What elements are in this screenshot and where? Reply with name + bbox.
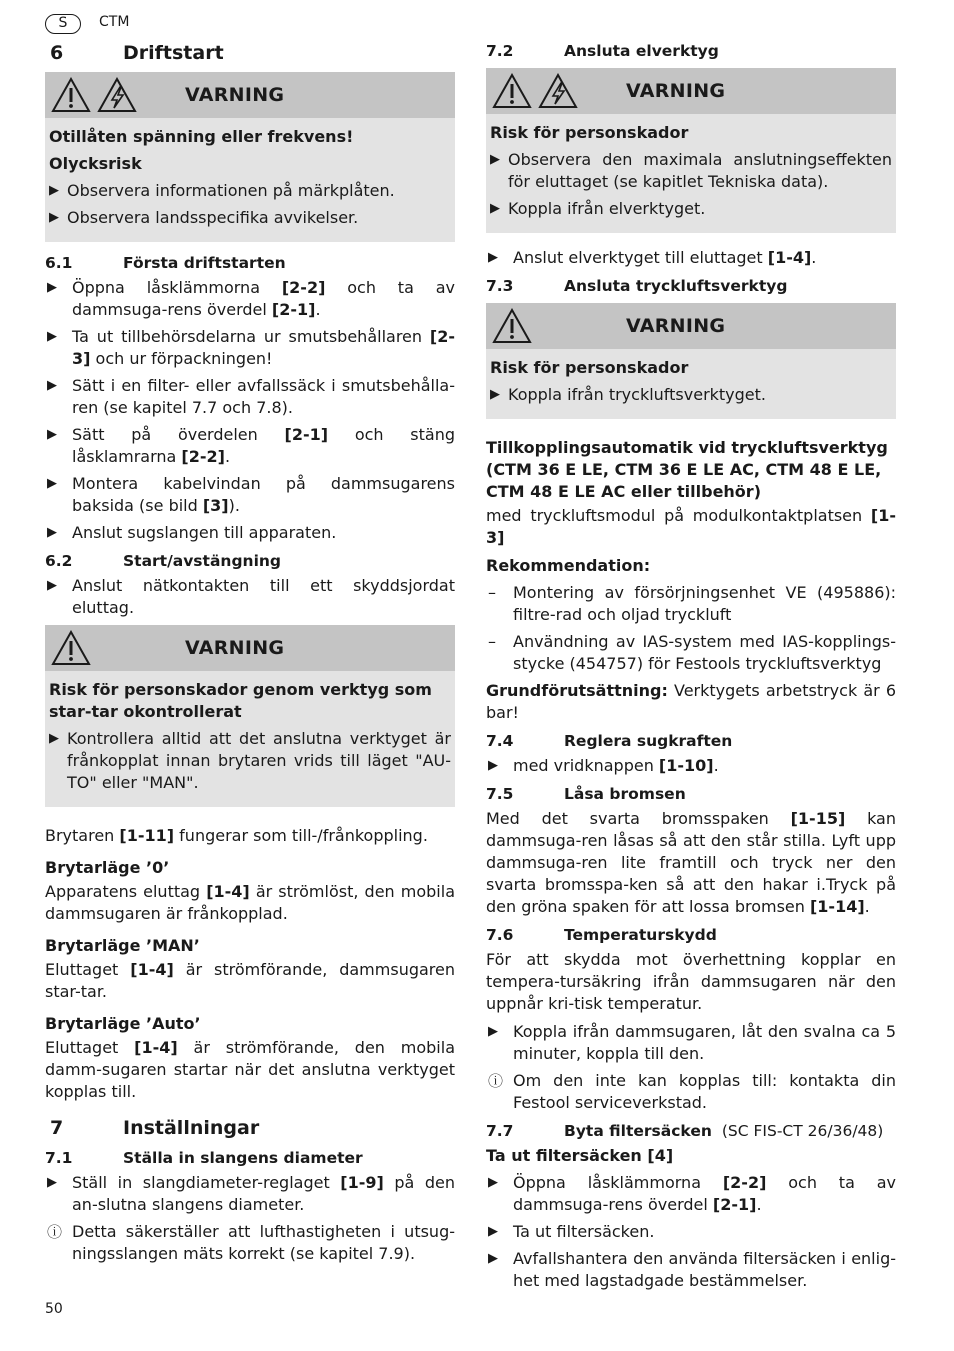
list-item: ▶ Anslut sugslangen till apparaten.	[47, 523, 337, 542]
warning-item: ▶ Observera landsspecifika avvikelser.	[49, 208, 359, 227]
warning-triangle-icon	[51, 77, 91, 113]
warning-item: ▶ Observera den maximala anslutningseffekten för eluttaget (se kapitlet Tekniska data).	[490, 150, 892, 191]
warning-title: VARNING	[185, 637, 285, 659]
section-7-3-heading: 7.3 Ansluta tryckluftsverktyg	[486, 277, 788, 295]
list-item: ▶ Anslut nätkontakten till ett skyddsjordat eluttag.	[47, 576, 455, 617]
section-6-1-heading: 6.1 Första driftstarten	[45, 254, 286, 272]
warning-item: ▶ Koppla ifrån elverktyget.	[490, 199, 706, 218]
dash-item: – Montering av försörjningsenhet VE (495886): filtre-rad och oljad tryckluft	[488, 583, 896, 624]
warning-triangle-icon	[492, 308, 532, 344]
paragraph: Apparatens eluttag [1-4] är strömlöst, den mobila dammsugaren är frånkopplad.	[45, 882, 456, 923]
section-7-2-heading: 7.2 Ansluta elverktyg	[486, 42, 719, 60]
list-item: ▶ Montera kabelvindan på dammsugarens baksida (se bild [3]).	[47, 474, 455, 515]
subheading: Tillkopplingsautomatik vid tryckluftsverktyg (CTM 36 E LE, CTM 36 E LE AC, CTM 48 E LE, CTM 48 E LE AC eller tillbehör)	[486, 438, 888, 501]
section-7-heading: 7 Inställningar	[50, 1117, 260, 1139]
warning-item: ▶ Observera informationen på märkplåten.	[49, 181, 395, 200]
dash-item: – Användning av IAS-system med IAS-kopplings-stycke (454757) för Festools tryckluftsverktyg	[488, 632, 896, 673]
list-item: ▶ Sätt på överdelen [2-1] och stäng låsklamrarna [2-2].	[47, 425, 456, 466]
warning-header	[45, 625, 455, 671]
electric-shock-icon	[97, 77, 137, 113]
warning-item: ▶ Koppla ifrån tryckluftsverktyget.	[490, 385, 767, 404]
warning-text: Risk för personskador	[490, 358, 689, 377]
section-7-1-heading: 7.1 Ställa in slangens diameter	[45, 1149, 363, 1167]
info-icon: ⓘ	[47, 1223, 63, 1241]
paragraph: Med det svarta bromsspaken [1-15] kan dammsuga-ren låsas så att den står stilla. Lyft upp dammsuga-ren lite framtill och tryck ner den svarta bromsspa-ken så att den hakar i.Tryck på den gröna spaken för att lossa bromsen [1-14].	[486, 809, 897, 916]
right-column	[486, 38, 896, 1297]
subheading: Brytarläge ’Auto’	[45, 1014, 201, 1033]
left-column	[45, 38, 455, 1270]
model-name: CTM	[99, 14, 130, 30]
warning-box-uncontrolled-start	[45, 625, 455, 807]
list-item: ▶ Öppna låsklämmorna [2-2] och ta av dammsuga-rens överdel [2-1].	[47, 278, 456, 319]
section-number: 6	[50, 42, 64, 64]
warning-title: VARNING	[626, 80, 726, 102]
section-title: Driftstart	[123, 42, 224, 64]
info-icon: ⓘ	[488, 1072, 504, 1090]
list-item: ▶ Avfallshantera den använda filtersäcken i enlig-het med lagstadgade bestämmelser.	[488, 1249, 896, 1290]
list-item: ▶ Koppla ifrån dammsugaren, låt den svalna ca 5 minuter, koppla till den.	[488, 1022, 896, 1063]
list-item: ▶ Ta ut filtersäcken.	[488, 1222, 655, 1241]
warning-header	[45, 72, 455, 118]
paragraph: Brytaren [1-11] fungerar som till-/frånkoppling.	[45, 826, 428, 845]
warning-text: Risk för personskador genom verktyg som star-tar okontrollerat	[49, 680, 432, 721]
section-7-6-heading: 7.6 Temperaturskydd	[486, 926, 717, 944]
warning-text: Olycksrisk	[49, 154, 142, 173]
electric-shock-icon	[538, 73, 578, 109]
list-item: ▶ Ställ in slangdiameter-reglaget [1-9] på den an-slutna slangens diameter.	[47, 1173, 455, 1214]
list-item: ▶ Ta ut tillbehörsdelarna ur smutsbehållaren [2-3] och ur förpackningen!	[47, 327, 455, 368]
warning-box-voltage	[45, 72, 455, 242]
section-7-4-heading: 7.4 Reglera sugkraften	[486, 732, 733, 750]
warning-header	[486, 303, 896, 349]
language-badge: S	[45, 14, 81, 34]
warning-item: ▶ Kontrollera alltid att det anslutna verktyget är frånkopplat innan brytaren vrids till läget "AU-TO" eller "MAN".	[49, 729, 451, 792]
paragraph: För att skydda mot överhettning kopplar en tempera-tursäkring ifrån dammsugaren när den uppnår kri-tisk temperatur.	[486, 950, 896, 1013]
warning-text: Otillåten spänning eller frekvens!	[49, 127, 354, 146]
paragraph: Eluttaget [1-4] är strömförande, den mobila damm-sugaren startar när det anslutna verktyget kopplas till.	[45, 1038, 455, 1101]
section-6-heading	[45, 40, 455, 66]
section-7-7-heading: 7.7 Byta filtersäcken (SC FIS-CT 26/36/48)	[486, 1122, 884, 1140]
warning-title: VARNING	[185, 84, 285, 106]
subheading: Ta ut filtersäcken [4]	[486, 1146, 674, 1165]
subheading: Brytarläge ’0’	[45, 858, 170, 877]
list-item: ▶ Anslut elverktyget till eluttaget [1-4].	[488, 248, 817, 267]
warning-box-power-tool	[486, 68, 896, 233]
subheading: Brytarläge ’MAN’	[45, 936, 200, 955]
paragraph: Eluttaget [1-4] är strömförande, dammsugaren star-tar.	[45, 960, 456, 1001]
list-item: ▶ Sätt i en filter- eller avfallssäck i smutsbehålla-ren (se kapitel 7.7 och 7.8).	[47, 376, 455, 417]
warning-text: Risk för personskador	[490, 123, 689, 142]
warning-triangle-icon	[51, 630, 91, 666]
page-number: 50	[45, 1301, 63, 1317]
section-6-2-heading: 6.2 Start/avstängning	[45, 552, 282, 570]
warning-title: VARNING	[626, 315, 726, 337]
section-7-5-heading: 7.5 Låsa bromsen	[486, 785, 686, 803]
paragraph: Grundförutsättning: Verktygets arbetstryck är 6 bar!	[486, 681, 896, 722]
paragraph: med tryckluftsmodul på modulkontaktplatsen [1-3]	[486, 506, 896, 547]
info-note: ⓘ Detta säkerställer att lufthastigheten i utsug-ningsslangen mäts korrekt (se kapitel 7.9).	[47, 1222, 455, 1263]
list-item: ▶ Öppna låsklämmorna [2-2] och ta av dammsuga-rens överdel [2-1].	[488, 1173, 897, 1214]
warning-header	[486, 68, 896, 114]
list-item: ▶ med vridknappen [1-10].	[488, 756, 719, 775]
warning-box-compressed-air	[486, 303, 896, 419]
warning-triangle-icon	[492, 73, 532, 109]
info-note: ⓘ Om den inte kan kopplas till: kontakta din Festool serviceverkstad.	[488, 1071, 896, 1112]
subheading: Rekommendation:	[486, 556, 651, 575]
